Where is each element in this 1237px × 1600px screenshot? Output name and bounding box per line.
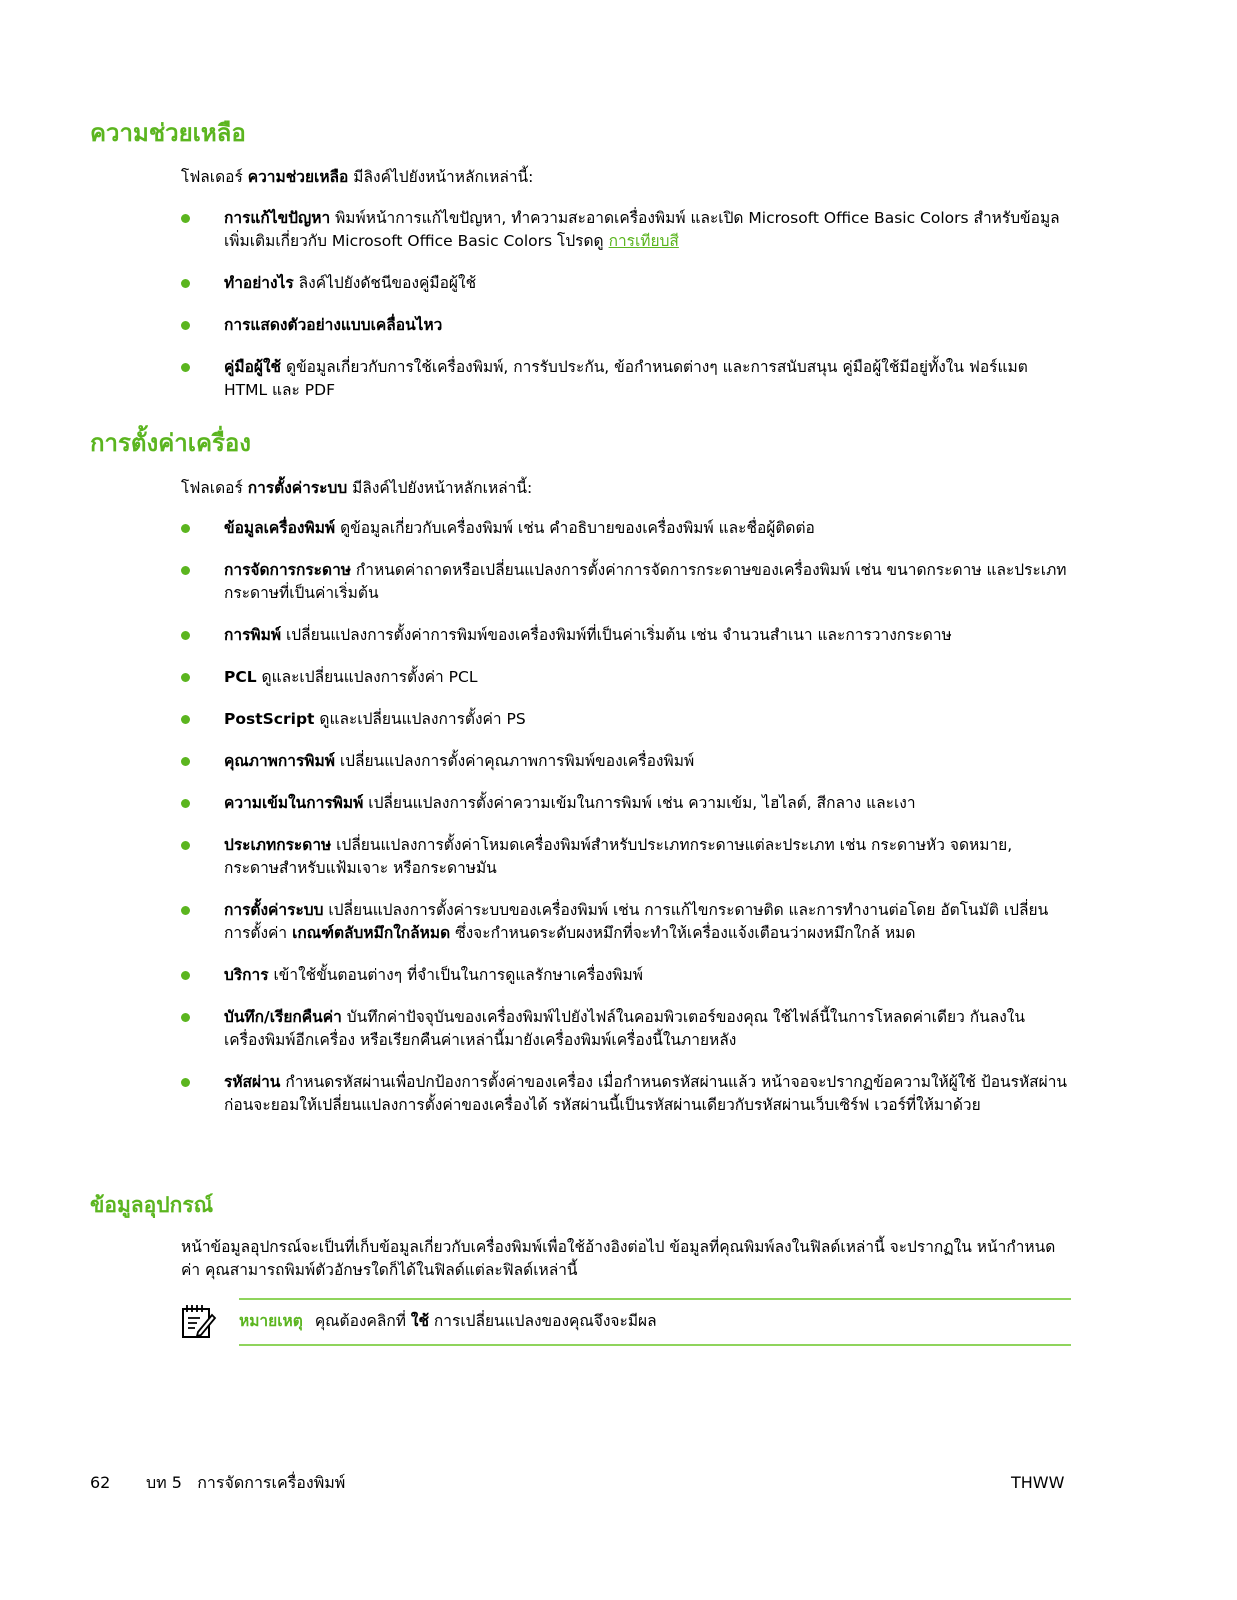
item-title: PostScript xyxy=(224,710,315,728)
bullet-icon xyxy=(181,971,190,980)
list-item xyxy=(181,314,1071,337)
color-matching-link[interactable]: การเทียบสี xyxy=(608,232,679,250)
item-title: คุณภาพการพิมพ์ xyxy=(224,752,335,770)
item-text: ดูข้อมูลเกี่ยวกับเครื่องพิมพ์ เช่น คำอธิบายของเครื่องพิมพ์ และชื่อผู้ติดต่อ xyxy=(335,519,815,537)
note-label: หมายเหตุ xyxy=(239,1312,303,1330)
note-box xyxy=(239,1298,1071,1346)
item-title: คู่มือผู้ใช้ xyxy=(224,358,282,376)
item-title: ข้อมูลเครื่องพิมพ์ xyxy=(224,519,336,537)
item-title: บันทึก/เรียกคืนค่า xyxy=(224,1008,342,1026)
bullet-icon xyxy=(181,321,190,330)
item-text: เปลี่ยนแปลงการตั้งค่าคุณภาพการพิมพ์ของเครื่องพิมพ์ xyxy=(334,752,695,770)
item-text: พิมพ์หน้าการแก้ไขปัญหา, ทำความสะอาดเครื่องพิมพ์ และเปิด Microsoft Office Basic Colors สำหรับข้อมูลเพิ่มเติมเกี่ยวกับ Microsoft Office Basic Colors โปรดดู xyxy=(224,209,1060,250)
item-text: ดูและเปลี่ยนแปลงการตั้งค่า PCL xyxy=(256,668,478,686)
item-text: กำหนดรหัสผ่านเพื่อปกป้องการตั้งค่าของเครื่อง เมื่อกำหนดรหัสผ่านแล้ว หน้าจอจะปรากฏข้อความให้ผู้ใช้ ป้อนรหัสผ่านก่อนจะยอมให้เปลี่ยนแปลงการตั้งค่าของเครื่องได้ รหัสผ่านนี้เป็นรหัสผ่านเดียวกับรหัสผ่านเว็บเซิร์ฟ เวอร์ที่ให้มาด้วย xyxy=(224,1073,1068,1114)
item-title: บริการ xyxy=(224,966,269,984)
item-title: การพิมพ์ xyxy=(224,626,282,644)
bullet-icon xyxy=(181,214,190,223)
bullet-icon xyxy=(181,566,190,575)
note-text-post: การเปลี่ยนแปลงของคุณจึงจะมีผล xyxy=(429,1312,657,1330)
bullet-icon xyxy=(181,841,190,850)
item-title: การตั้งค่าระบบ xyxy=(224,901,324,919)
heading-device-info: ข้อมูลอุปกรณ์ xyxy=(90,1193,214,1217)
item-text: บันทึกค่าปัจจุบันของเครื่องพิมพ์ไปยังไฟล์ในคอมพิวเตอร์ของคุณ ใช้ไฟล์นี้ในการโหลดค่าเดียว กันลงในเครื่องพิมพ์อีกเครื่อง หรือเรียกคืนค่าเหล่านี้มายังเครื่องพิมพ์เครื่องนี้ในภายหลัง xyxy=(224,1008,1025,1049)
note-content xyxy=(239,1310,657,1333)
bullet-icon xyxy=(181,906,190,915)
list-item xyxy=(181,1006,1071,1052)
bullet-icon xyxy=(181,1078,190,1087)
item-title: ทำอย่างไร xyxy=(224,274,294,292)
heading-settings: การตั้งค่าเครื่อง xyxy=(90,429,252,457)
list-item xyxy=(181,624,1071,647)
item-bold-term: เกณฑ์ตลับหมึกใกล้หมด xyxy=(292,924,451,942)
bullet-icon xyxy=(181,631,190,640)
item-text: ดูและเปลี่ยนแปลงการตั้งค่า PS xyxy=(314,710,526,728)
help-list xyxy=(181,207,1071,421)
note-apply-term: ใช้ xyxy=(410,1312,429,1330)
bullet-icon xyxy=(181,1013,190,1022)
item-text: เปลี่ยนแปลงการตั้งค่าโหมดเครื่องพิมพ์สำหรับประเภทกระดาษแต่ละประเภท เช่น กระดาษหัว จดหมาย, กระดาษสำหรับแฟ้มเจาะ หรือกระดาษมัน xyxy=(224,836,1013,877)
list-item xyxy=(181,834,1071,880)
device-info-body: หน้าข้อมูลอุปกรณ์จะเป็นที่เก็บข้อมูลเกี่ยวกับเครื่องพิมพ์เพื่อใช้อ้างอิงต่อไป ข้อมูลที่คุณพิมพ์ลงในฟิลด์เหล่านี้ จะปรากฏใน หน้ากำหนดค่า คุณสามารถพิมพ์ตัวอักษรใดก็ได้ในฟิลด์แต่ละฟิลด์เหล่านี้ xyxy=(181,1238,1056,1279)
item-title: การแก้ไขปัญหา xyxy=(224,209,331,227)
bullet-icon xyxy=(181,757,190,766)
item-text: ดูข้อมูลเกี่ยวกับการใช้เครื่องพิมพ์, การรับประกัน, ข้อกำหนดต่างๆ และการสนับสนุน คู่มือผู้ใช้มีอยู่ทั้งใน ฟอร์แมต HTML และ PDF xyxy=(224,358,1028,399)
item-text: ลิงค์ไปยังดัชนีของคู่มือผู้ใช้ xyxy=(293,274,477,292)
help-intro xyxy=(181,166,1081,189)
list-item xyxy=(181,356,1071,402)
help-intro-pre: โฟลเดอร์ xyxy=(181,168,248,186)
settings-list xyxy=(181,517,1071,1136)
chapter-title: บท 5 การจัดการเครื่องพิมพ์ xyxy=(146,1473,346,1492)
item-text: เข้าใช้ขั้นตอนต่างๆ ที่จำเป็นในการดูแลรักษาเครื่องพิมพ์ xyxy=(268,966,643,984)
help-intro-post: มีลิงค์ไปยังหน้าหลักเหล่านี้: xyxy=(348,168,534,186)
list-item xyxy=(181,559,1071,605)
note-text-pre: คุณต้องคลิกที่ xyxy=(314,1312,411,1330)
item-text: เปลี่ยนแปลงการตั้งค่าความเข้มในการพิมพ์ เช่น ความเข้ม, ไฮไลต์, สีกลาง และเงา xyxy=(363,794,916,812)
list-item xyxy=(181,792,1071,815)
item-title: PCL xyxy=(224,668,257,686)
bullet-icon xyxy=(181,363,190,372)
list-item xyxy=(181,666,1071,689)
bullet-icon xyxy=(181,524,190,533)
note-pad-icon xyxy=(181,1302,217,1340)
list-item xyxy=(181,207,1071,253)
item-text-continued: ซึ่งจะกำหนดระดับผงหมึกที่จะทำให้เครื่องแจ้งเตือนว่าผงหมึกใกล้ หมด xyxy=(450,924,916,942)
bullet-icon xyxy=(181,799,190,808)
item-title: รหัสผ่าน xyxy=(224,1073,281,1091)
list-item xyxy=(181,964,1071,987)
page-number: 62 xyxy=(90,1473,111,1492)
settings-intro-pre: โฟลเดอร์ xyxy=(181,479,248,497)
item-title: ความเข้มในการพิมพ์ xyxy=(224,794,364,812)
item-text: เปลี่ยนแปลงการตั้งค่าการพิมพ์ของเครื่องพิมพ์ที่เป็นค่าเริ่มต้น เช่น จำนวนสำเนา และการวางกระดาษ xyxy=(281,626,952,644)
item-title: การแสดงตัวอย่างแบบเคลื่อนไหว xyxy=(224,316,443,334)
list-item xyxy=(181,1071,1071,1117)
bullet-icon xyxy=(181,279,190,288)
item-title: ประเภทกระดาษ xyxy=(224,836,332,854)
bullet-icon xyxy=(181,715,190,724)
item-text: กำหนดค่าถาดหรือเปลี่ยนแปลงการตั้งค่าการจัดการกระดาษของเครื่องพิมพ์ เช่น ขนาดกระดาษ และประเภทกระดาษที่เป็นค่าเริ่มต้น xyxy=(224,561,1067,602)
help-intro-bold: ความช่วยเหลือ xyxy=(247,168,349,186)
list-item xyxy=(181,899,1071,945)
note xyxy=(181,1298,1071,1348)
settings-intro-post: มีลิงค์ไปยังหน้าหลักเหล่านี้: xyxy=(347,479,533,497)
list-item xyxy=(181,708,1071,731)
settings-intro xyxy=(181,477,1081,500)
list-item xyxy=(181,272,1071,295)
list-item xyxy=(181,517,1071,540)
item-text: เปลี่ยนแปลงการตั้งค่าระบบของเครื่องพิมพ์ เช่น การแก้ไขกระดาษติด และการทำงานต่อโดย อัตโนมัติ เปลี่ยนการตั้งค่า xyxy=(224,901,1049,942)
settings-intro-bold: การตั้งค่าระบบ xyxy=(247,479,348,497)
item-title: การจัดการกระดาษ xyxy=(224,561,351,579)
bullet-icon xyxy=(181,673,190,682)
heading-help: ความช่วยเหลือ xyxy=(90,119,246,147)
language-code: THWW xyxy=(1011,1473,1065,1492)
list-item xyxy=(181,750,1071,773)
